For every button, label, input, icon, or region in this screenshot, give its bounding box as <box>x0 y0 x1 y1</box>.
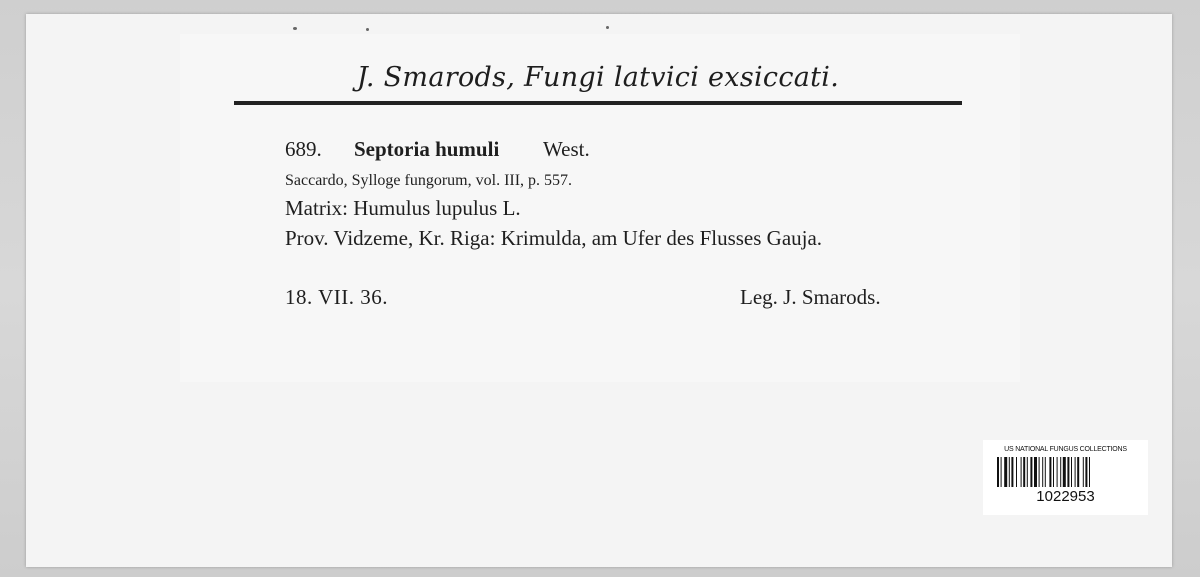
collection-locality: Prov. Vidzeme, Kr. Riga: Krimulda, am Ufer des Flusses Gauja. <box>285 226 823 250</box>
species-name: Septoria humuli <box>354 137 500 161</box>
barcode-number: 1022953 <box>1036 488 1095 505</box>
barcode-icon <box>997 457 1134 487</box>
collector: Leg. J. Smarods. <box>740 285 881 309</box>
sheet-speck <box>606 26 609 29</box>
host-matrix: Matrix: Humulus lupulus L. <box>285 196 521 220</box>
literature-reference: Saccardo, Sylloge fungorum, vol. III, p. 557. <box>285 172 573 189</box>
specimen-number: 689. <box>285 137 322 161</box>
species-author: West. <box>543 137 590 161</box>
collection-date: 18. VII. 36. <box>285 285 389 309</box>
label-title: J. Smarods, Fungi latvici exsiccati. <box>356 62 840 93</box>
sheet-speck <box>293 27 297 30</box>
title-underline <box>234 101 962 105</box>
barcode-label <box>983 440 1148 515</box>
sheet-speck <box>366 28 369 31</box>
barcode-header: US NATIONAL FUNGUS COLLECTIONS <box>1004 446 1127 453</box>
